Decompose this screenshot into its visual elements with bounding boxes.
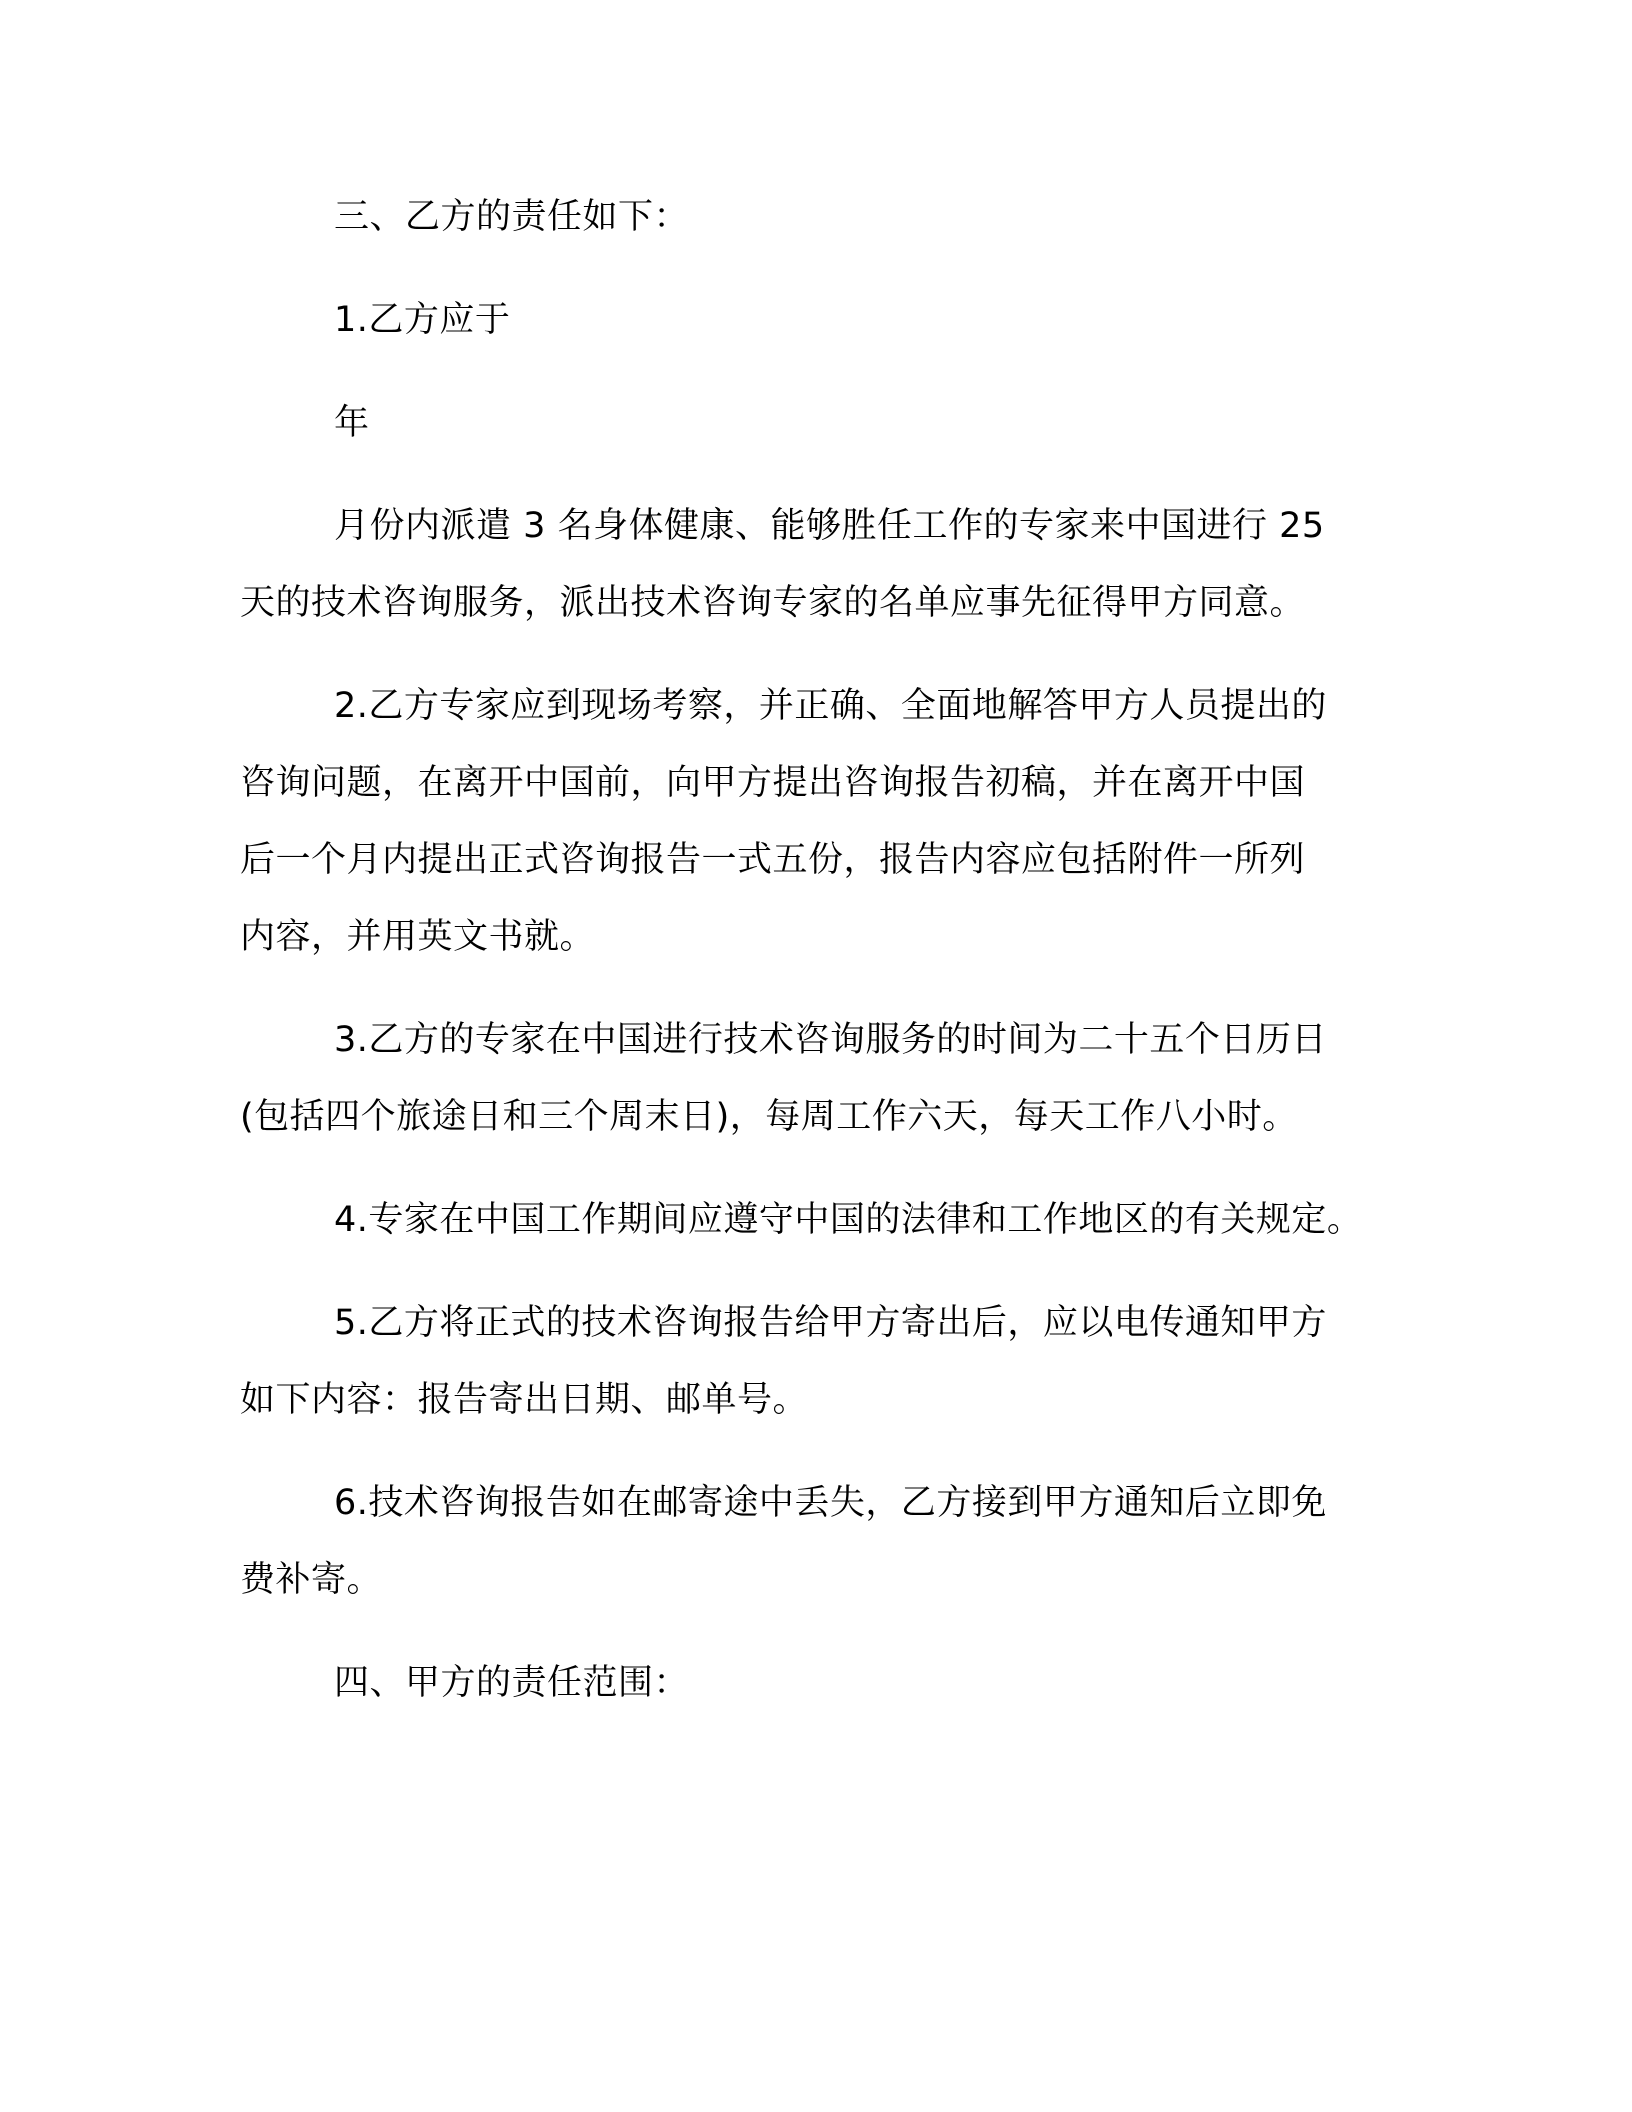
item-2-line-1: 2.乙方专家应到现场考察，并正确、全面地解答甲方人员提出的 xyxy=(334,686,1327,726)
item-6-line-2: 费补寄。 xyxy=(240,1560,383,1600)
item-1-line-3: 月份内派遣 3 名身体健康、能够胜任工作的专家来中国进行 25 xyxy=(334,506,1325,546)
item-5-line-2: 如下内容：报告寄出日期、邮单号。 xyxy=(240,1380,809,1420)
item-1-line-1: 1.乙方应于 xyxy=(334,300,511,340)
item-3-line-1: 3.乙方的专家在中国进行技术咨询服务的时间为二十五个日历日 xyxy=(334,1020,1327,1060)
item-2-line-3: 后一个月内提出正式咨询报告一式五份，报告内容应包括附件一所列 xyxy=(240,840,1306,880)
item-2-line-4: 内容，并用英文书就。 xyxy=(240,917,596,957)
item-4-line-1: 4.专家在中国工作期间应遵守中国的法律和工作地区的有关规定。 xyxy=(334,1200,1363,1240)
item-6-line-1: 6.技术咨询报告如在邮寄途中丢失，乙方接到甲方通知后立即免 xyxy=(334,1483,1327,1523)
item-2-line-2: 咨询问题，在离开中国前，向甲方提出咨询报告初稿，并在离开中国 xyxy=(240,763,1306,803)
item-3-line-2: (包括四个旅途日和三个周末日)，每周工作六天，每天工作八小时。 xyxy=(240,1097,1298,1137)
item-5-line-1: 5.乙方将正式的技术咨询报告给甲方寄出后，应以电传通知甲方 xyxy=(334,1303,1327,1343)
section-4-heading: 四、甲方的责任范围： xyxy=(334,1663,690,1703)
section-3-heading: 三、乙方的责任如下： xyxy=(334,197,690,237)
item-1-line-4: 天的技术咨询服务，派出技术咨询专家的名单应事先征得甲方同意。 xyxy=(240,583,1306,623)
item-1-line-2: 年 xyxy=(334,403,370,443)
